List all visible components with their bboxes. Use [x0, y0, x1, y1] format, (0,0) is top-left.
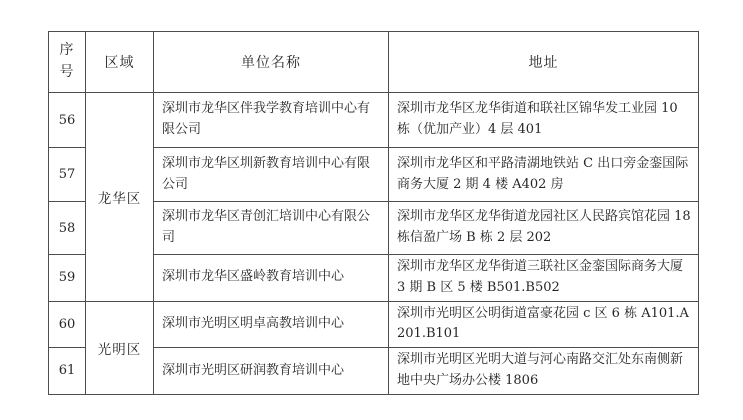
column-header-index-label: 序号 [59, 42, 75, 80]
index-cell: 60 [49, 301, 86, 348]
table-row [49, 93, 699, 148]
column-header-index [49, 32, 86, 93]
training-centers-table [48, 31, 699, 395]
region-cell-longhua: 龙华区 [86, 93, 154, 302]
index-cell: 61 [49, 348, 86, 395]
name-cell: 深圳市龙华区圳新教育培训中心有限公司 [154, 148, 389, 202]
name-cell: 深圳市龙华区盛岭教育培训中心 [154, 255, 389, 302]
name-cell: 深圳市龙华区伴我学教育培训中心有限公司 [154, 93, 389, 148]
index-cell: 59 [49, 255, 86, 302]
column-header-address: 地址 [389, 32, 699, 93]
address-cell: 深圳市龙华区龙华街道和联社区锦华发工业园 10 栋（优加产业）4 层 401 [389, 93, 699, 148]
index-cell: 57 [49, 148, 86, 202]
address-cell: 深圳市龙华区龙华街道龙园社区人民路宾馆花园 18 栋信盈广场 B 栋 2 层 202 [389, 202, 699, 255]
index-cell: 58 [49, 202, 86, 255]
address-cell: 深圳市光明区光明大道与河心南路交汇处东南侧新地中央广场办公楼 1806 [389, 348, 699, 395]
name-cell: 深圳市光明区研润教育培训中心 [154, 348, 389, 395]
address-cell: 深圳市光明区公明街道富豪花园 c 区 6 栋 A101.A201.B101 [389, 301, 699, 348]
table-row [49, 301, 699, 348]
column-header-name: 单位名称 [154, 32, 389, 93]
name-cell: 深圳市龙华区青创汇培训中心有限公司 [154, 202, 389, 255]
address-cell: 深圳市龙华区和平路清湖地铁站 C 出口旁金銮国际商务大厦 2 期 4 楼 A402 房 [389, 148, 699, 202]
name-cell: 深圳市光明区明卓高教培训中心 [154, 301, 389, 348]
index-cell: 56 [49, 93, 86, 148]
column-header-region: 区域 [86, 32, 154, 93]
table-header-row [49, 32, 699, 93]
region-cell-guangming: 光明区 [86, 301, 154, 394]
address-cell: 深圳市龙华区龙华街道三联社区金銮国际商务大厦 3 期 B 区 5 楼 B501.B502 [389, 255, 699, 302]
